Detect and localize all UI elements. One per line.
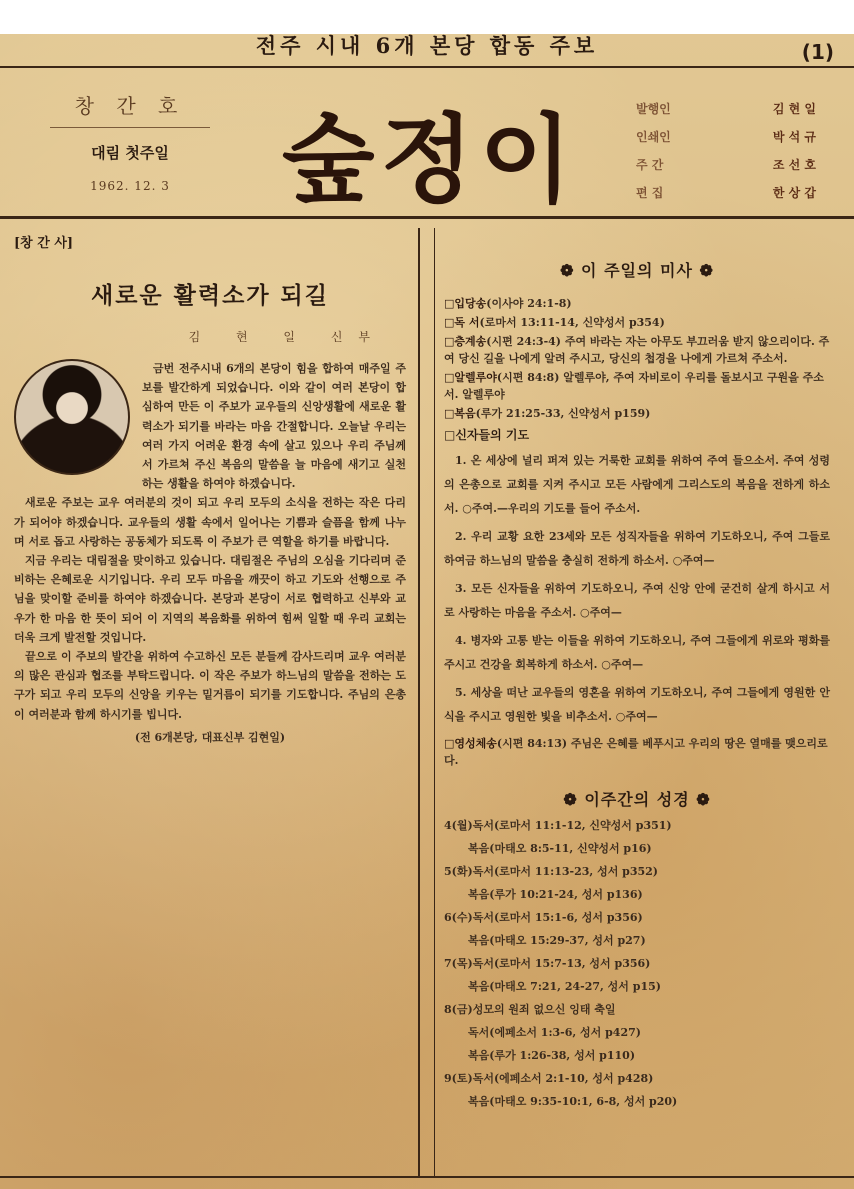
liturgy-item: □독 서(로마서 13:11-14, 신약성서 p354) bbox=[444, 316, 665, 329]
reading-row: 8(금)성모의 원죄 없으신 잉태 축일 bbox=[444, 1003, 616, 1016]
liturgy-item: □입당송(이사야 24:1-8) bbox=[444, 297, 572, 310]
staff-name: 한 상 갑 bbox=[772, 186, 816, 200]
prayer-item: 3. 모든 신자들을 위하여 기도하오니, 주여 신앙 안에 굳건히 살게 하시고 서로 사랑하는 마음을 주소서. ○주여— bbox=[444, 582, 830, 619]
liturgy-title: ❁ 이 주일의 미사 ❁ bbox=[560, 261, 714, 280]
article-body bbox=[14, 359, 406, 747]
staff-role: 편 집 bbox=[636, 186, 664, 200]
header-rule-top bbox=[0, 66, 854, 68]
staff-role: 발행인 bbox=[636, 102, 671, 116]
staff-name: 김 현 일 bbox=[772, 102, 816, 116]
reading-row: 4(월)독서(로마서 11:1-12, 신약성서 p351) bbox=[444, 819, 672, 832]
prayer-item: 5. 세상을 떠난 교우들의 영혼을 위하여 기도하오니, 주여 그들에게 영원한 안식을 주시고 영원한 빛을 비추소서. ○주여— bbox=[444, 686, 830, 723]
masthead-title: 숲정이 bbox=[281, 104, 579, 216]
reading-row: 복음(마태오 8:5-11, 신약성서 p16) bbox=[468, 842, 652, 855]
header-rule-bottom bbox=[0, 216, 854, 219]
staff-list bbox=[636, 100, 816, 212]
staff-row bbox=[636, 100, 816, 128]
article-paragraph: 끝으로 이 주보의 발간을 위하여 수고하신 모든 분들께 감사드리며 교우 여러분의 많은 관심과 협조를 부탁드립니다. 이 작은 주보가 하느님의 말씀을 전하는 도구가 되고 우리 모두의 신앙을 키우는 밑거름이 되기를 기도합니다. 주님의 은총이 여러분과 함께 하시기를 빕니다. bbox=[14, 650, 406, 721]
article-paragraph: 새로운 주보는 교우 여러분의 것이 되고 우리 모두의 소식을 전하는 작은 다리가 되어야 하겠습니다. 교우들의 생활 속에서 일어나는 기쁨과 슬픔을 함께 나누며 서로 돕고 사랑하는 공동체가 되도록 이 주보가 큰 역할을 하기를 바랍니다. bbox=[14, 496, 406, 548]
prayer-item: 2. 우리 교황 요한 23세와 모든 성직자들을 위하여 기도하오니, 주여 그들로 하여금 하느님의 말씀을 충실히 전하게 하소서. ○주여— bbox=[444, 530, 830, 567]
prayer-title: □신자들의 기도 bbox=[444, 428, 530, 442]
readings-list bbox=[444, 814, 830, 1113]
article-author: 김 현 일 신부 bbox=[188, 330, 386, 344]
page-number: (1) bbox=[801, 40, 834, 64]
staff-name: 조 선 호 bbox=[772, 158, 816, 172]
edition-block bbox=[40, 90, 220, 193]
reading-row: 독서(에페소서 1:3-6, 성서 p427) bbox=[468, 1026, 641, 1039]
footer-rule bbox=[0, 1176, 854, 1178]
editorial-column bbox=[14, 232, 406, 1172]
staff-name: 박 석 규 bbox=[772, 130, 816, 144]
flower-icon: ❁ bbox=[692, 261, 714, 280]
flower-icon: ❁ bbox=[563, 790, 585, 809]
prayer-item: 1. 온 세상에 널리 퍼져 있는 거룩한 교회를 위하여 주여 들으소서. 주여 성령의 은총으로 교회를 지켜 주시고 모든 사람에게 그리스도의 복음을 전하게 하소서. ○주여.—우리의 기도를 들어 주소서. bbox=[444, 454, 830, 515]
liturgy-item: □층계송(시편 24:3-4) 주여 바라는 자는 아무도 부끄러움 받지 않으리이다. 주여 당신 길을 나에게 알려 주시고, 당신의 첩경을 나에게 가르쳐 주소서. bbox=[444, 335, 830, 365]
prayer-list bbox=[444, 449, 830, 729]
reading-row: 9(토)독서(에페소서 2:1-10, 성서 p428) bbox=[444, 1072, 654, 1085]
staff-row bbox=[636, 128, 816, 156]
reading-row: 7(목)독서(로마서 15:7-13, 성서 p356) bbox=[444, 957, 651, 970]
column-divider bbox=[418, 228, 420, 1178]
column-divider-inner bbox=[434, 228, 435, 1178]
reading-row: 복음(마태오 9:35-10:1, 6-8, 성서 p20) bbox=[468, 1095, 678, 1108]
reading-row: 복음(마태오 7:21, 24-27, 성서 p15) bbox=[468, 980, 661, 993]
readings-title: ❁ 이주간의 성경 ❁ bbox=[563, 790, 711, 809]
staff-row bbox=[636, 156, 816, 184]
flower-icon: ❁ bbox=[560, 261, 582, 280]
liturgy-item: □알렐루야(시편 84:8) 알렐루야, 주여 자비로이 우리를 돌보시고 구원을 주소서. 알렐루야 bbox=[444, 371, 824, 401]
edition-date: 1962. 12. 3 bbox=[90, 179, 170, 193]
top-margin bbox=[0, 0, 854, 34]
reading-row: 5(화)독서(로마서 11:13-23, 성서 p352) bbox=[444, 865, 659, 878]
reading-row: 복음(마태오 15:29-37, 성서 p27) bbox=[468, 934, 646, 947]
liturgy-list bbox=[444, 295, 830, 422]
article-title: 새로운 활력소가 되길 bbox=[91, 282, 329, 309]
staff-row bbox=[636, 184, 816, 212]
liturgy-column bbox=[444, 232, 830, 1172]
edition-divider bbox=[50, 127, 210, 128]
author-photo bbox=[14, 359, 130, 475]
section-tag: [창 간 사] bbox=[14, 236, 74, 251]
article-paragraph: 금번 전주시내 6개의 본당이 힘을 합하여 매주일 주보를 발간하게 되었습니다. 이와 같이 여러 본당이 합심하여 만든 이 주보가 교우들의 신앙생활에 새로운 활력소가 되기를 바라는 마음 간절합니다. 오늘날 우리는 여러 가지 어려운 환경 속에 살고 있으나 우리 주님께서 가르쳐 주신 복음의 말씀을 늘 마음에 새기고 실천하는 생활을 하여야 하겠습니다. bbox=[142, 362, 406, 491]
staff-role: 인쇄인 bbox=[636, 130, 671, 144]
reading-row: 복음(루가 10:21-24, 성서 p136) bbox=[468, 888, 643, 901]
reading-row: 복음(루가 1:26-38, 성서 p110) bbox=[468, 1049, 636, 1062]
liturgy-item: □복음(루가 21:25-33, 신약성서 p159) bbox=[444, 407, 651, 420]
reading-row: 6(수)독서(로마서 15:1-6, 성서 p356) bbox=[444, 911, 643, 924]
article-signoff: (전 6개본당, 대표신부 김현일) bbox=[134, 730, 286, 744]
edition-title: 창 간 호 bbox=[74, 94, 186, 118]
flower-icon: ❁ bbox=[689, 790, 711, 809]
staff-role: 주 간 bbox=[636, 158, 664, 172]
header-banner: 전주 시내 6개 본당 합동 주보 bbox=[255, 33, 599, 58]
prayer-item: 4. 병자와 고통 받는 이들을 위하여 기도하오니, 주여 그들에게 위로와 평화를 주시고 건강을 회복하게 하소서. ○주여— bbox=[444, 634, 830, 671]
communion-item: □영성체송(시편 84:13) 주님은 은혜를 베푸시고 우리의 땅은 열매를 맺으리로다. bbox=[444, 737, 828, 767]
edition-subtitle: 대림 첫주일 bbox=[91, 144, 169, 162]
article-paragraph: 지금 우리는 대림절을 맞이하고 있습니다. 대림절은 주님의 오심을 기다리며 준비하는 은혜로운 시기입니다. 우리 모두 마음을 깨끗이 하고 기도와 선행으로 주님을 맞이할 준비를 하여야 하겠습니다. 본당과 본당이 서로 협력하고 신부와 교우가 한 마음 한 뜻이 되어 이 지역의 복음화를 위하여 힘써 일할 때 우리 교회는 더욱 크게 발전할 것입니다. bbox=[14, 554, 406, 644]
